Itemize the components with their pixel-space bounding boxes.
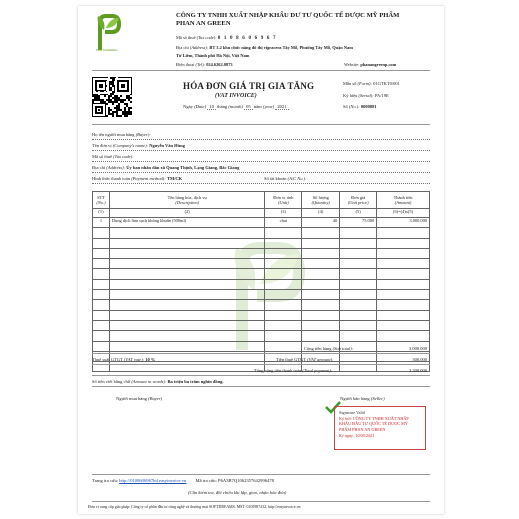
invoice-date: Ngày (Date) 10 tháng (month) 05 năm (year) 2021 <box>183 104 287 109</box>
table-row-empty <box>93 310 430 320</box>
buyer-signature-label: Người mua hàng (Buyer) <box>116 396 163 401</box>
table-row-empty <box>93 331 430 341</box>
col-header-price: Đơn giá (Unit price) <box>340 192 377 209</box>
amount-words-row: Số tiền viết bằng chữ (Amount in words): Ba triệu ba trăm nghìn đồng. <box>92 377 430 387</box>
table-row-empty <box>93 279 430 289</box>
invoice-title: HÓA ĐƠN GIÁ TRỊ GIA TĂNG <box>183 81 315 91</box>
subtotal-row: Cộng tiền hàng (Sub total): 3.000.000 <box>92 344 430 354</box>
company-tax-code: 0 1 0 8 6 0 6 9 6 7 <box>217 36 277 41</box>
invoice-serial: Ký hiệu (Serial): PA/19E <box>343 93 389 98</box>
col-header-desc: Tên hàng hóa, dịch vụ (Description) <box>109 192 264 209</box>
table-row-empty <box>93 269 430 279</box>
buyer-tax-row: Mã số thuế (Tax code): <box>92 152 430 162</box>
vat-row: Thuế suất GTGT (VAT rate): 10 % Tiền thuế GTGT (VAT amount): 300.000 <box>92 355 430 365</box>
buyer-address-row: Địa chỉ (Address): Ủy ban nhân dân xã Quang Thịnh, Lạng Giang, Bắc Giang <box>92 163 430 173</box>
table-row-empty <box>93 290 430 300</box>
table-index-row: (1) (2) (3) (4) (5) (6)=(4)x(5) <box>93 209 430 218</box>
company-address-line2: Từ Liêm, Thành phố Hà Nội, Việt Nam <box>176 53 250 58</box>
divider <box>92 70 430 71</box>
divider <box>92 124 430 125</box>
divider <box>92 501 430 502</box>
col-header-qty: Số lượng (Quantity) <box>302 192 340 209</box>
invoice-subtitle: (VAT INVOICE) <box>215 93 257 99</box>
table-row-empty <box>93 300 430 310</box>
buyer-payment-row: Hình thức thanh toán (Payment method): TM/CK Số tài khoản (A/C No.): <box>92 174 430 184</box>
company-address-line: Địa chỉ (Address): BT 3.2 khu chức năng đô thị vigracera Tây Mỗ, Phường Tây Mỗ, Quận Nam <box>176 45 353 50</box>
table-row-empty <box>93 320 430 330</box>
table-row-empty <box>93 259 430 269</box>
buyer-company-row: Tên đơn vị (Company's name): Nguyễn Văn Hùng <box>92 141 430 151</box>
total-row: Tổng cộng tiền thanh toán (Total payment): 3.300.000 <box>92 366 430 376</box>
lookup-code: P6A3B7Q1062357642996478 <box>218 478 274 483</box>
lookup-link[interactable]: http://0108606967hd.easyinvoice.vn <box>119 478 187 483</box>
company-name: CÔNG TY TNHH XUẤT NHẬP KHẨU DƯ TƯ QUỐC TẾ DƯỢC MỸ PHẨM PHAN AN GREEN <box>176 12 400 27</box>
invoice-number: Số (No.): 0000081 <box>343 104 377 109</box>
invoice-form: Mẫu số (Form): 01GTKT0/001 <box>343 81 400 86</box>
table-row-empty <box>93 238 430 248</box>
table-header-row <box>93 192 430 209</box>
logo-text: PAN ANGREEN <box>96 48 118 52</box>
table-row-empty <box>93 228 430 238</box>
digital-signature-box: Signature Valid Ký bởi: CÔNG TY TNHH XUẤT NHẬP KHẨU ĐẦU TƯ QUỐC TẾ DƯỢC MỸ PHẨM PHAN AN GREEN Ký ngày: 10/05/2021 <box>334 406 426 450</box>
seller-signature-label: Người bán hàng (Seller) <box>340 396 385 401</box>
table-row-empty <box>93 248 430 258</box>
company-phone-line: Điện thoại (Tel): 024.6262.0873 <box>176 62 233 67</box>
company-website-line: Website: phanangreenp.com <box>344 62 397 67</box>
divider <box>92 474 430 475</box>
signature-valid-label: Signature Valid <box>339 410 365 415</box>
table-row: 1 Dung dịch làm sạch không khuẩn (500ml) chai 40 75.000 3.000.000 <box>93 218 430 228</box>
col-header-unit: Đơn vị tính (Unit) <box>265 192 302 209</box>
company-tax-line: Mã số thuế (Tax code): 0 1 0 8 6 0 6 9 6 7 <box>176 35 277 41</box>
col-header-no: STT (No.) <box>93 192 110 209</box>
company-logo <box>92 12 122 52</box>
col-header-amount: Thành tiền (Amount) <box>377 192 430 209</box>
provider-line: Đơn vị cung cấp giải pháp: Công ty cổ phần đầu tư công nghệ và thương mại SOFTDREAMS. MST: 0105987432, http://easyinvoice.vn <box>88 505 301 509</box>
buyer-name-row: Họ tên người mua hàng (Buyer): <box>92 130 430 140</box>
qr-code <box>92 77 132 117</box>
invoice-page <box>78 6 444 514</box>
verification-note: (Cần kiểm tra, đối chiếu khi lập, giao, nhận hóa đơn) <box>188 490 287 495</box>
lookup-line: Trang tra cứu: http://0108606967hd.easyinvoice.vn Mã tra cứu: P6A3B7Q1062357642996478 <box>92 478 274 483</box>
